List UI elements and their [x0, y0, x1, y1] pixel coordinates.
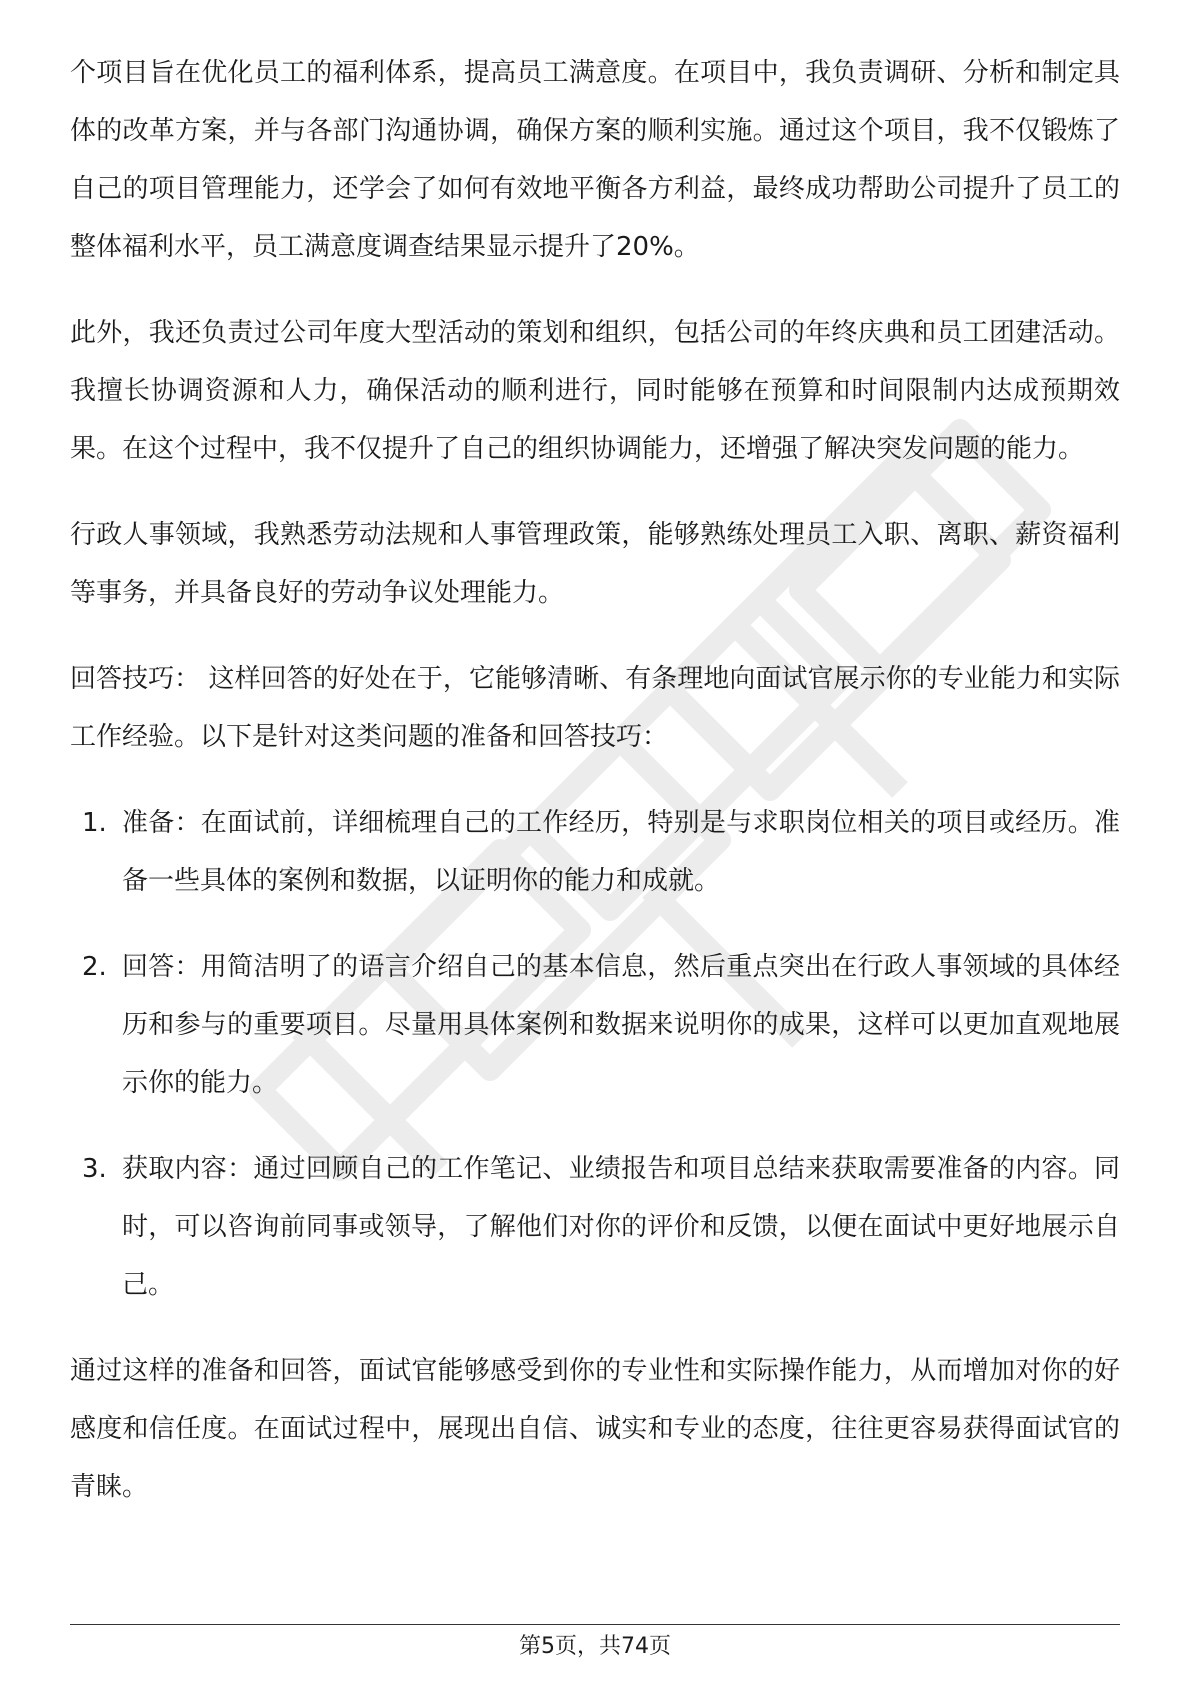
list-item: [70, 938, 1120, 1112]
paragraph-closing: 通过这样的准备和回答，面试官能够感受到你的专业性和实际操作能力，从而增加对你的好感度和信任度。在面试过程中，展现出自信、诚实和专业的态度，往往更容易获得面试官的青睐。: [70, 1356, 1120, 1502]
list-item-number: 3.: [82, 1154, 107, 1184]
footer-divider: [70, 1624, 1120, 1625]
list-item-number: 1.: [82, 808, 107, 838]
list-item-text: 准备：在面试前，详细梳理自己的工作经历，特别是与求职岗位相关的项目或经历。准备一些具体的案例和数据，以证明你的能力和成就。: [122, 808, 1120, 896]
list-item-number: 2.: [82, 952, 107, 982]
list-item: [70, 1140, 1120, 1314]
list-item-text: 回答：用简洁明了的语言介绍自己的基本信息，然后重点突出在行政人事领域的具体经历和参与的重要项目。尽量用具体案例和数据来说明你的成果，这样可以更加直观地展示你的能力。: [122, 952, 1120, 1098]
page-number: 第5页，共74页: [519, 1634, 671, 1659]
paragraph-annual-events: 此外，我还负责过公司年度大型活动的策划和组织，包括公司的年终庆典和员工团建活动。我擅长协调资源和人力，确保活动的顺利进行，同时能够在预算和时间限制内达成预期效果。在这个过程中，我不仅提升了自己的组织协调能力，还增强了解决突发问题的能力。: [70, 318, 1120, 464]
paragraph-project-welfare: 个项目旨在优化员工的福利体系，提高员工满意度。在项目中，我负责调研、分析和制定具体的改革方案，并与各部门沟通协调，确保方案的顺利实施。通过这个项目，我不仅锻炼了自己的项目管理能力，还学会了如何有效地平衡各方利益，最终成功帮助公司提升了员工的整体福利水平，员工满意度调查结果显示提升了20%。: [70, 58, 1120, 262]
tips-list: [70, 794, 1120, 1314]
list-item: [70, 794, 1120, 910]
list-item-text: 获取内容：通过回顾自己的工作笔记、业绩报告和项目总结来获取需要准备的内容。同时，可以咨询前同事或领导，了解他们对你的评价和反馈，以便在面试中更好地展示自己。: [122, 1154, 1120, 1300]
document-body: [70, 44, 1120, 1544]
paragraph-hr-domain: 行政人事领域，我熟悉劳动法规和人事管理政策，能够熟练处理员工入职、离职、薪资福利等事务，并具备良好的劳动争议处理能力。: [70, 520, 1120, 608]
paragraph-answer-tips: 回答技巧： 这样回答的好处在于，它能够清晰、有条理地向面试官展示你的专业能力和实际工作经验。以下是针对这类问题的准备和回答技巧：: [70, 664, 1120, 752]
